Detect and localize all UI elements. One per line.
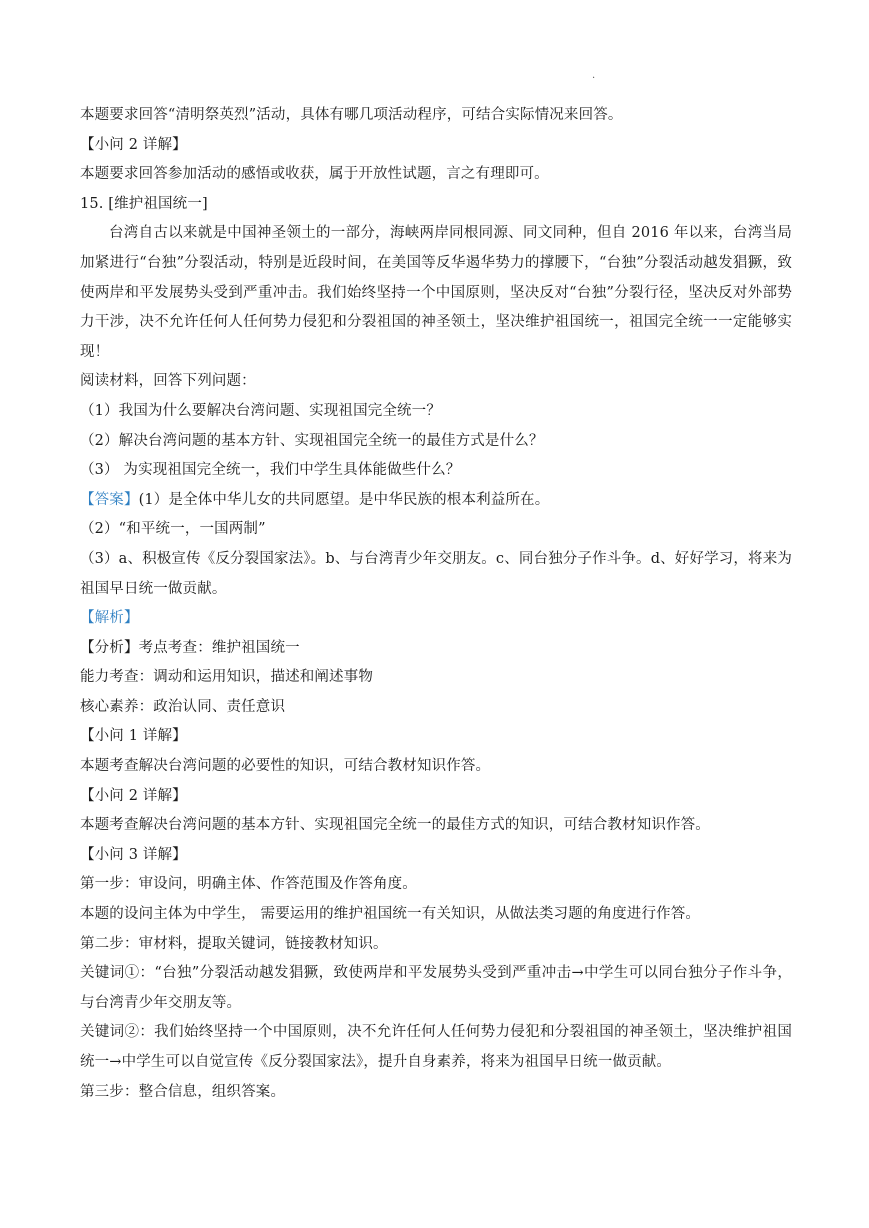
sub2-heading: 【小问 2 详解】 [80, 136, 187, 153]
answer-1-text: (1）是全体中华儿女的共同愿望。是中华民族的根本利益所在。 [138, 491, 550, 508]
sub1-answer-text: 本题要求回答“清明祭英烈”活动，具体有哪几项活动程序，可结合实际情况来回答。 [80, 107, 623, 123]
step-3: 第三步：整合信息，组织答案。 [80, 1083, 286, 1100]
answer-line-1 [80, 486, 792, 516]
question-3: （3） 为实现祖国完全统一，我们中学生具体能做些什么？ [80, 462, 461, 479]
document-content [80, 101, 792, 1107]
answer-3-text: （3）a、积极宣传《反分裂国家法》。b、与台湾青少年交朋友。c、同台独分子作斗争。d、好好学习，将来为祖国早日统一做贡献。 [80, 550, 792, 597]
sub2-detail-text: 本题考查解决台湾问题的基本方针、实现祖国完全统一的最佳方式的知识，可结合教材知识作答。 [80, 817, 710, 834]
sub1-detail-heading: 【小问 1 详解】 [80, 728, 187, 745]
literacy-text: 核心素养：政治认同、责任意识 [80, 698, 286, 715]
answer-tag: 【答案】 [80, 491, 139, 508]
analysis-tag: 【解析】 [80, 610, 139, 627]
sub3-detail-heading: 【小问 3 详解】 [80, 846, 187, 863]
analysis-topic: 【分析】考点考查：维护祖国统一 [80, 639, 300, 656]
step-2: 第二步：审材料，提取关键词，链接教材知识。 [80, 935, 388, 952]
question-1: （1）我国为什么要解决台湾问题、实现祖国完全统一？ [80, 402, 441, 419]
keyword-1: 关键词①：“台独”分裂活动越发猖獗，致使两岸和平发展势头受到严重冲击→中学生可以同台独分子作斗争，与台湾青少年交朋友等。 [80, 965, 792, 1011]
sub2-detail-heading: 【小问 2 详解】 [80, 787, 187, 804]
ability-text: 能力考查：调动和运用知识，描述和阐述事物 [80, 669, 373, 686]
sub2-answer-text: 本题要求回答参加活动的感悟或收获，属于开放性试题，言之有理即可。 [80, 166, 549, 183]
step-1: 第一步：审设问，明确主体、作答范围及作答角度。 [80, 876, 417, 893]
header-mark: . [592, 70, 596, 81]
question-15-passage: 台湾自古以来就是中国神圣领土的一部分，海峡两岸同根同源、同文同种，但自 2016 年以来，台湾当局加紧进行“台独”分裂活动，特别是近段时间，在美国等反华遏华势力的撑腰下，“台独”分裂活动越发猖獗，致使两岸和平发展势头受到严重冲击。我们始终坚持一个中国原则，坚决反对“台独”分裂行径，坚决反对外部势力干涉，决不允许任何人任何势力侵犯和分裂祖国的神圣领土，坚决维护祖国统一，祖国完全统一一定能够实现！ [80, 225, 792, 360]
sub1-detail-text: 本题考查解决台湾问题的必要性的知识，可结合教材知识作答。 [80, 758, 491, 775]
question-15-title: 15. [维护祖国统一] [80, 195, 208, 212]
answer-2-text: （2）“和平统一，一国两制” [80, 521, 266, 538]
question-2: （2）解决台湾问题的基本方针、实现祖国完全统一的最佳方式是什么？ [80, 432, 544, 449]
keyword-2: 关键词②：我们始终坚持一个中国原则，决不允许任何人任何势力侵犯和分裂祖国的神圣领土，坚决维护祖国统一→中学生可以自觉宣传《反分裂国家法》，提升自身素养，将来为祖国早日统一做贡献。 [80, 1024, 792, 1070]
instruction-text: 阅读材料，回答下列问题： [80, 373, 256, 390]
step-1-text: 本题的设问主体为中学生， 需要运用的维护祖国统一有关知识，从做法类习题的角度进行作答。 [80, 906, 701, 923]
